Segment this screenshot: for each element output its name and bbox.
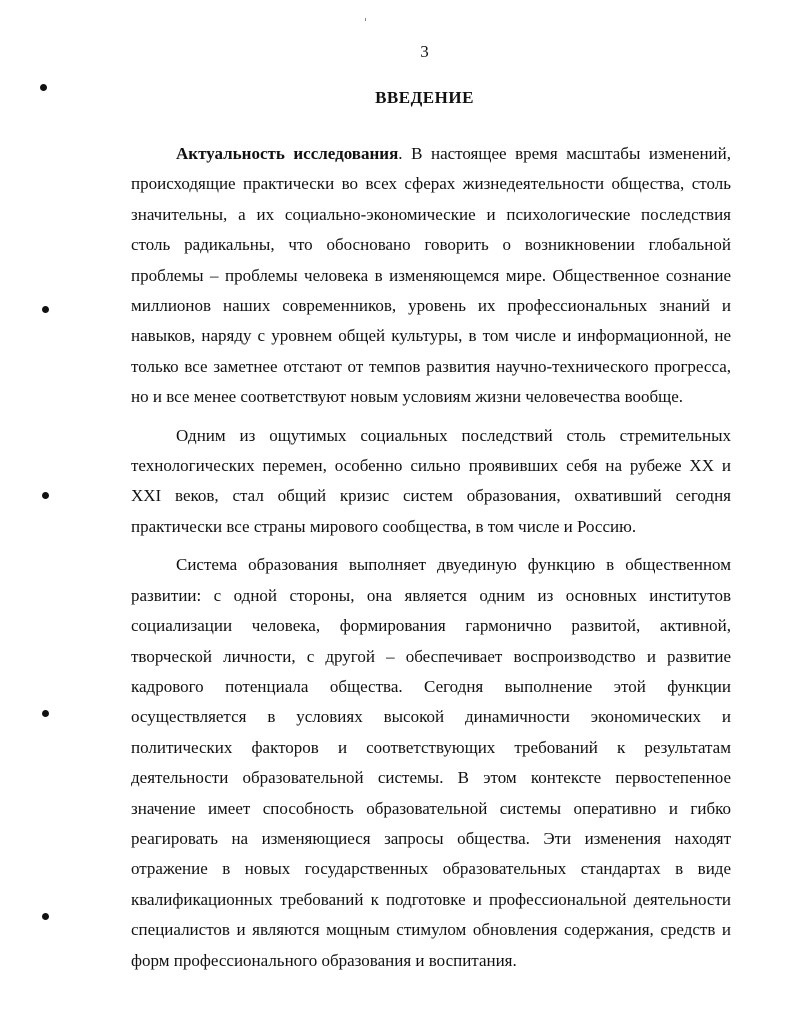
paragraph-lead: Актуальность исследования (176, 144, 399, 163)
section-heading: ВВЕДЕНИЕ (375, 88, 474, 107)
binding-hole-mark (42, 710, 49, 717)
paragraph-crisis: Одним из ощутимых социальных последствий столь стремительных технологических перемен, особенно сильно проявивших себя на рубеже XX и XXI веков, стал общий кризис систем образования, охвативший сегодня практически все страны мирового сообщества, в том числе и Россию. (131, 425, 731, 536)
binding-hole-mark (42, 306, 49, 313)
binding-hole-mark (42, 913, 49, 920)
page-number: 3 (420, 42, 429, 61)
binding-hole-mark (42, 492, 49, 499)
binding-hole-mark (40, 84, 47, 91)
paragraph-relevance (131, 139, 731, 413)
paragraph-education-system: Система образования выполняет двуединую функцию в общественном развитии: с одной стороны, она является одним из основных институтов социализации человека, формирования гармонично развитой, активной, творческой личности, с другой – обеспечивает воспроизводство и развитие кадрового потенциала общества. Сегодня выполнение этой функции осуществляется в условиях высокой динамичности экономических и политических факторов и соответствующих требований к результатам деятельности образовательной системы. В этом контексте первостепенное значение имеет способность образовательной системы оперативно и гибко реагировать на изменяющиеся запросы общества. Эти изменения находят отражение в новых государственных образовательных стандартах в виде квалификационных требований к подготовке и профессиональной деятельности специалистов и являются мощным стимулом обновления содержания, средств и форм профессионального образования и воспитания. (131, 555, 731, 970)
scan-speck (365, 18, 366, 21)
body-text (131, 139, 731, 976)
paragraph-text: . В настоящее время масштабы изменений, происходящие практически во всех сферах жизнедеятельности общества, столь значительны, а их социально-экономические и психологические последствия столь радикальны, что обосновано говорить о возникновении глобальной проблемы – проблемы человека в изменяющемся мире. Общественное сознание миллионов наших современников, уровень их профессиональных знаний и навыков, наряду с уровнем общей культуры, в том числе и информационной, не только все заметнее отстают от темпов развития научно-технического прогресса, но и все менее соответствуют новым условиям жизни человечества вообще. (131, 144, 731, 407)
